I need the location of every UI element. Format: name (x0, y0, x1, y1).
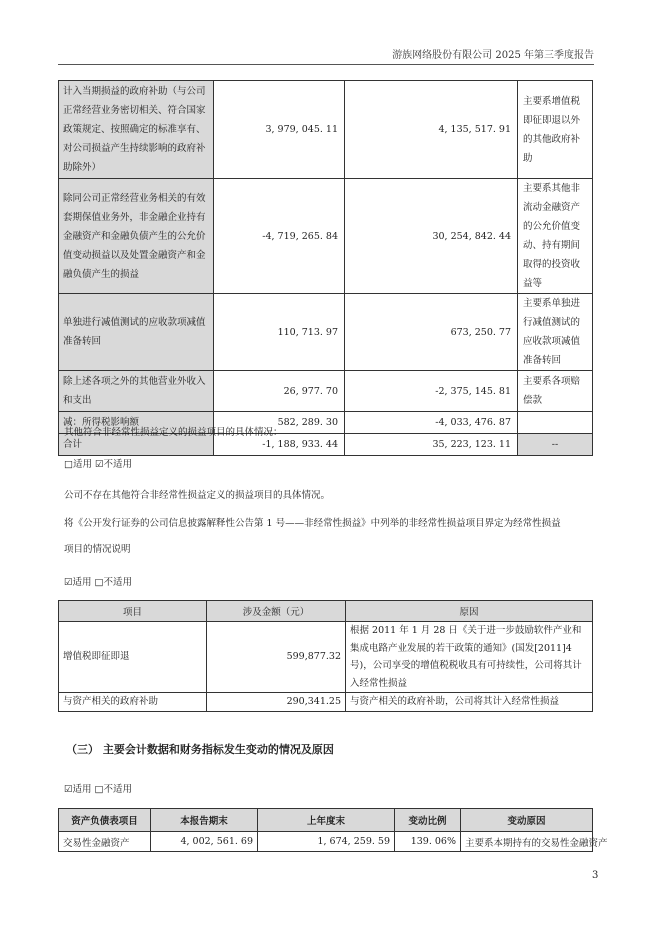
paragraph-other-items: 其他符合非经常性损益定义的损益项目的具体情况： (64, 427, 283, 438)
table-row (59, 81, 593, 179)
ytd-amount: -4, 033, 476. 87 (345, 412, 518, 434)
reclassified-items-table (58, 600, 593, 712)
section-heading: （三） 主要会计数据和财务指标发生变动的情况及原因 (66, 743, 334, 756)
change-reason: 主要系本期持有的交易性金融资产 (461, 832, 593, 852)
column-header: 本报告期末 (151, 809, 258, 832)
table-row (59, 179, 593, 294)
item-amount: 599,877.32 (207, 622, 346, 693)
row-label: 减：所得税影响额 (59, 412, 214, 434)
row-label: 合计 (59, 434, 214, 456)
paragraph-no-other-items: 公司不存在其他符合非经常性损益定义的损益项目的具体情况。 (64, 490, 331, 501)
item-name: 增值税即征即退 (59, 622, 207, 693)
row-note (518, 412, 593, 434)
change-ratio: 139. 06% (395, 832, 461, 852)
column-header: 变动比例 (395, 809, 461, 832)
current-period-end: 4, 002, 561. 69 (151, 832, 258, 852)
current-period-amount: -1, 188, 933. 44 (214, 434, 345, 456)
row-label: 计入当期损益的政府补助（与公司正常经营业务密切相关、符合国家政策规定、按照确定的标准享有、对公司损益产生持续影响的政府补助除外） (59, 81, 214, 179)
column-header: 项目 (59, 601, 207, 622)
report-header-title: 游族网络股份有限公司 2025 年第三季度报告 (392, 50, 594, 61)
paragraph-reclassification-cont: 项目的情况说明 (64, 544, 131, 555)
column-header: 上年度末 (258, 809, 395, 832)
row-note: -- (518, 434, 593, 456)
table-header-row (59, 601, 593, 622)
item-reason: 根据 2011 年 1 月 28 日《关于进一步鼓励软件产业和集成电路产业发展的若干政策的通知》(国发[2011]4 号)，公司享受的增值税税收具有可持续性，公司将其计入经常性损益 (346, 622, 593, 693)
column-header: 涉及金额（元） (207, 601, 346, 622)
row-label: 单独进行减值测试的应收款项减值准备转回 (59, 294, 214, 371)
ytd-amount: 673, 250. 77 (345, 294, 518, 371)
prior-year-end: 1, 674, 259. 59 (258, 832, 395, 852)
item-name: 与资产相关的政府补助 (59, 693, 207, 712)
row-label: 除同公司正常经营业务相关的有效套期保值业务外，非金融企业持有金融资产和金融负债产生的公允价值变动损益以及处置金融资产和金融负债产生的损益 (59, 179, 214, 294)
row-note: 主要系各项赔偿款 (518, 371, 593, 412)
row-note: 主要系增值税即征即退以外的其他政府补助 (518, 81, 593, 179)
row-note: 主要系其他非流动金融资产的公允价值变动、持有期间取得的投资收益等 (518, 179, 593, 294)
applicability-applicable: ☑适用 □不适用 (64, 577, 133, 588)
current-period-amount: 3, 979, 045. 11 (214, 81, 345, 179)
current-period-amount: 26, 977. 70 (214, 371, 345, 412)
ytd-amount: 35, 223, 123. 11 (345, 434, 518, 456)
item-name: 交易性金融资产 (59, 832, 151, 852)
page-number: 3 (592, 870, 599, 881)
table-row (59, 832, 593, 852)
applicability-not-applicable: □适用 ☑不适用 (64, 459, 133, 470)
current-period-amount: -4, 719, 265. 84 (214, 179, 345, 294)
header-divider (58, 64, 594, 65)
table-row (59, 693, 593, 712)
table-row (59, 294, 593, 371)
column-header: 资产负债表项目 (59, 809, 151, 832)
applicability-applicable: ☑适用 □不适用 (64, 784, 133, 795)
column-header: 变动原因 (461, 809, 593, 832)
column-header: 原因 (346, 601, 593, 622)
row-label: 除上述各项之外的其他营业外收入和支出 (59, 371, 214, 412)
table-row (59, 371, 593, 412)
table-row (59, 622, 593, 693)
ytd-amount: 4, 135, 517. 91 (345, 81, 518, 179)
item-amount: 290,341.25 (207, 693, 346, 712)
balance-sheet-changes-table (58, 808, 608, 852)
current-period-amount: 110, 713. 97 (214, 294, 345, 371)
ytd-amount: 30, 254, 842. 44 (345, 179, 518, 294)
item-reason: 与资产相关的政府补助，公司将其计入经常性损益 (346, 693, 593, 712)
ytd-amount: -2, 375, 145. 81 (345, 371, 518, 412)
table-header-row (59, 809, 593, 832)
paragraph-reclassification: 将《公开发行证券的公司信息披露解释性公告第 1 号——非经常性损益》中列举的非经常性损益项目界定为经常性损益 (64, 518, 561, 529)
current-period-amount: 582, 289. 30 (214, 412, 345, 434)
non-recurring-gains-table (58, 80, 593, 456)
row-note: 主要系单独进行减值测试的应收款项减值准备转回 (518, 294, 593, 371)
